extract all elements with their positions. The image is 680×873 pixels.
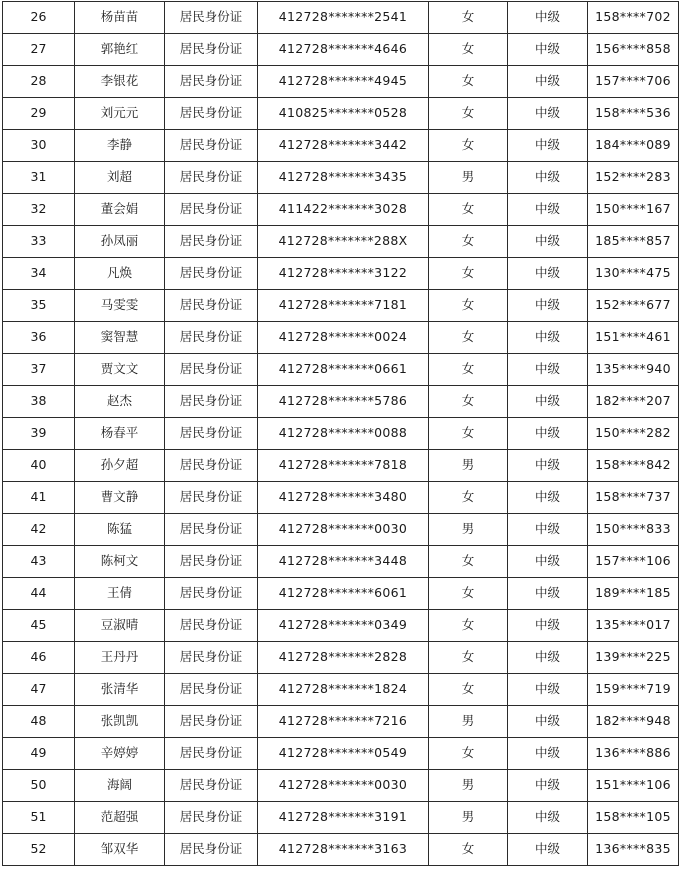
id-number-cell: 412728*******3448 [258, 546, 429, 578]
id-number-cell: 412728*******2828 [258, 642, 429, 674]
id-number-cell: 412728*******3122 [258, 258, 429, 290]
row-number-cell: 39 [3, 418, 75, 450]
phone-cell: 150****282 [588, 418, 679, 450]
name-cell: 赵杰 [75, 386, 165, 418]
gender-cell: 女 [429, 834, 508, 866]
id-number-cell: 410825*******0528 [258, 98, 429, 130]
row-number-cell: 48 [3, 706, 75, 738]
table-row [3, 162, 679, 194]
gender-cell: 女 [429, 642, 508, 674]
level-cell: 中级 [508, 354, 588, 386]
level-cell: 中级 [508, 802, 588, 834]
id-type-cell: 居民身份证 [165, 2, 258, 34]
row-number-cell: 28 [3, 66, 75, 98]
id-number-cell: 412728*******6061 [258, 578, 429, 610]
name-cell: 李静 [75, 130, 165, 162]
id-number-cell: 412728*******2541 [258, 2, 429, 34]
level-cell: 中级 [508, 162, 588, 194]
row-number-cell: 32 [3, 194, 75, 226]
id-type-cell: 居民身份证 [165, 130, 258, 162]
phone-cell: 157****706 [588, 66, 679, 98]
id-type-cell: 居民身份证 [165, 770, 258, 802]
table-row [3, 354, 679, 386]
id-number-cell: 412728*******7181 [258, 290, 429, 322]
id-type-cell: 居民身份证 [165, 802, 258, 834]
name-cell: 杨苗苗 [75, 2, 165, 34]
table-row [3, 258, 679, 290]
gender-cell: 女 [429, 130, 508, 162]
name-cell: 杨春平 [75, 418, 165, 450]
phone-cell: 130****475 [588, 258, 679, 290]
id-type-cell: 居民身份证 [165, 290, 258, 322]
gender-cell: 女 [429, 674, 508, 706]
id-type-cell: 居民身份证 [165, 322, 258, 354]
gender-cell: 女 [429, 66, 508, 98]
level-cell: 中级 [508, 770, 588, 802]
phone-cell: 135****940 [588, 354, 679, 386]
table-row [3, 802, 679, 834]
id-number-cell: 412728*******3435 [258, 162, 429, 194]
id-type-cell: 居民身份证 [165, 258, 258, 290]
id-type-cell: 居民身份证 [165, 386, 258, 418]
name-cell: 马雯雯 [75, 290, 165, 322]
level-cell: 中级 [508, 2, 588, 34]
id-number-cell: 412728*******288X [258, 226, 429, 258]
row-number-cell: 50 [3, 770, 75, 802]
gender-cell: 女 [429, 194, 508, 226]
gender-cell: 女 [429, 322, 508, 354]
row-number-cell: 51 [3, 802, 75, 834]
level-cell: 中级 [508, 418, 588, 450]
id-type-cell: 居民身份证 [165, 578, 258, 610]
table-row [3, 834, 679, 866]
row-number-cell: 38 [3, 386, 75, 418]
id-number-cell: 412728*******0349 [258, 610, 429, 642]
row-number-cell: 34 [3, 258, 75, 290]
row-number-cell: 35 [3, 290, 75, 322]
level-cell: 中级 [508, 514, 588, 546]
id-type-cell: 居民身份证 [165, 546, 258, 578]
id-type-cell: 居民身份证 [165, 674, 258, 706]
id-type-cell: 居民身份证 [165, 706, 258, 738]
name-cell: 孙凤丽 [75, 226, 165, 258]
id-number-cell: 412728*******0030 [258, 770, 429, 802]
name-cell: 李银花 [75, 66, 165, 98]
id-number-cell: 412728*******0024 [258, 322, 429, 354]
table-row [3, 66, 679, 98]
id-number-cell: 412728*******0030 [258, 514, 429, 546]
gender-cell: 男 [429, 706, 508, 738]
id-number-cell: 412728*******0088 [258, 418, 429, 450]
phone-cell: 136****886 [588, 738, 679, 770]
id-type-cell: 居民身份证 [165, 226, 258, 258]
level-cell: 中级 [508, 322, 588, 354]
row-number-cell: 47 [3, 674, 75, 706]
table-row [3, 738, 679, 770]
level-cell: 中级 [508, 258, 588, 290]
row-number-cell: 42 [3, 514, 75, 546]
id-number-cell: 412728*******7818 [258, 450, 429, 482]
gender-cell: 男 [429, 162, 508, 194]
level-cell: 中级 [508, 386, 588, 418]
table-row [3, 610, 679, 642]
name-cell: 陈柯文 [75, 546, 165, 578]
phone-cell: 157****106 [588, 546, 679, 578]
id-number-cell: 411422*******3028 [258, 194, 429, 226]
id-number-cell: 412728*******5786 [258, 386, 429, 418]
gender-cell: 女 [429, 34, 508, 66]
name-cell: 豆淑晴 [75, 610, 165, 642]
id-type-cell: 居民身份证 [165, 610, 258, 642]
level-cell: 中级 [508, 674, 588, 706]
row-number-cell: 36 [3, 322, 75, 354]
table-row [3, 546, 679, 578]
id-type-cell: 居民身份证 [165, 738, 258, 770]
name-cell: 张凯凯 [75, 706, 165, 738]
table-row [3, 642, 679, 674]
table-row [3, 2, 679, 34]
level-cell: 中级 [508, 610, 588, 642]
gender-cell: 男 [429, 802, 508, 834]
row-number-cell: 52 [3, 834, 75, 866]
id-number-cell: 412728*******3191 [258, 802, 429, 834]
gender-cell: 男 [429, 450, 508, 482]
id-type-cell: 居民身份证 [165, 162, 258, 194]
row-number-cell: 37 [3, 354, 75, 386]
table-row [3, 482, 679, 514]
table-row [3, 98, 679, 130]
phone-cell: 139****225 [588, 642, 679, 674]
table-row [3, 130, 679, 162]
phone-cell: 182****207 [588, 386, 679, 418]
phone-cell: 158****536 [588, 98, 679, 130]
phone-cell: 135****017 [588, 610, 679, 642]
name-cell: 辛婷婷 [75, 738, 165, 770]
id-number-cell: 412728*******7216 [258, 706, 429, 738]
id-type-cell: 居民身份证 [165, 482, 258, 514]
gender-cell: 女 [429, 578, 508, 610]
phone-cell: 152****677 [588, 290, 679, 322]
gender-cell: 女 [429, 610, 508, 642]
row-number-cell: 49 [3, 738, 75, 770]
row-number-cell: 27 [3, 34, 75, 66]
level-cell: 中级 [508, 98, 588, 130]
name-cell: 贾文文 [75, 354, 165, 386]
name-cell: 陈猛 [75, 514, 165, 546]
phone-cell: 156****858 [588, 34, 679, 66]
name-cell: 董会娟 [75, 194, 165, 226]
id-type-cell: 居民身份证 [165, 354, 258, 386]
id-type-cell: 居民身份证 [165, 34, 258, 66]
roster-table [2, 1, 679, 866]
gender-cell: 男 [429, 770, 508, 802]
gender-cell: 男 [429, 514, 508, 546]
gender-cell: 女 [429, 546, 508, 578]
name-cell: 郭艳红 [75, 34, 165, 66]
name-cell: 邹双华 [75, 834, 165, 866]
level-cell: 中级 [508, 226, 588, 258]
level-cell: 中级 [508, 194, 588, 226]
id-type-cell: 居民身份证 [165, 514, 258, 546]
id-number-cell: 412728*******0661 [258, 354, 429, 386]
level-cell: 中级 [508, 130, 588, 162]
gender-cell: 女 [429, 386, 508, 418]
id-type-cell: 居民身份证 [165, 66, 258, 98]
id-number-cell: 412728*******4945 [258, 66, 429, 98]
gender-cell: 女 [429, 226, 508, 258]
level-cell: 中级 [508, 546, 588, 578]
table-row [3, 674, 679, 706]
level-cell: 中级 [508, 578, 588, 610]
row-number-cell: 43 [3, 546, 75, 578]
gender-cell: 女 [429, 290, 508, 322]
gender-cell: 女 [429, 258, 508, 290]
row-number-cell: 41 [3, 482, 75, 514]
name-cell: 刘超 [75, 162, 165, 194]
row-number-cell: 33 [3, 226, 75, 258]
phone-cell: 184****089 [588, 130, 679, 162]
table-row [3, 450, 679, 482]
row-number-cell: 46 [3, 642, 75, 674]
id-type-cell: 居民身份证 [165, 98, 258, 130]
table-row [3, 290, 679, 322]
row-number-cell: 26 [3, 2, 75, 34]
gender-cell: 女 [429, 2, 508, 34]
gender-cell: 女 [429, 354, 508, 386]
level-cell: 中级 [508, 482, 588, 514]
table-row [3, 226, 679, 258]
level-cell: 中级 [508, 706, 588, 738]
id-number-cell: 412728*******3163 [258, 834, 429, 866]
table-row [3, 418, 679, 450]
phone-cell: 158****105 [588, 802, 679, 834]
table-row [3, 514, 679, 546]
row-number-cell: 44 [3, 578, 75, 610]
phone-cell: 158****842 [588, 450, 679, 482]
level-cell: 中级 [508, 34, 588, 66]
phone-cell: 150****833 [588, 514, 679, 546]
name-cell: 海阔 [75, 770, 165, 802]
level-cell: 中级 [508, 66, 588, 98]
gender-cell: 女 [429, 418, 508, 450]
table-row [3, 578, 679, 610]
table-row [3, 386, 679, 418]
phone-cell: 136****835 [588, 834, 679, 866]
phone-cell: 189****185 [588, 578, 679, 610]
name-cell: 孙夕超 [75, 450, 165, 482]
row-number-cell: 30 [3, 130, 75, 162]
phone-cell: 185****857 [588, 226, 679, 258]
row-number-cell: 40 [3, 450, 75, 482]
phone-cell: 150****167 [588, 194, 679, 226]
row-number-cell: 45 [3, 610, 75, 642]
id-type-cell: 居民身份证 [165, 642, 258, 674]
level-cell: 中级 [508, 834, 588, 866]
level-cell: 中级 [508, 290, 588, 322]
row-number-cell: 29 [3, 98, 75, 130]
id-number-cell: 412728*******0549 [258, 738, 429, 770]
level-cell: 中级 [508, 642, 588, 674]
row-number-cell: 31 [3, 162, 75, 194]
roster-table-body [3, 2, 679, 866]
phone-cell: 151****106 [588, 770, 679, 802]
phone-cell: 182****948 [588, 706, 679, 738]
table-row [3, 706, 679, 738]
phone-cell: 158****737 [588, 482, 679, 514]
table-row [3, 322, 679, 354]
gender-cell: 女 [429, 98, 508, 130]
name-cell: 张清华 [75, 674, 165, 706]
name-cell: 曹文静 [75, 482, 165, 514]
table-row [3, 194, 679, 226]
phone-cell: 158****702 [588, 2, 679, 34]
id-number-cell: 412728*******1824 [258, 674, 429, 706]
id-type-cell: 居民身份证 [165, 834, 258, 866]
name-cell: 凡焕 [75, 258, 165, 290]
name-cell: 王丹丹 [75, 642, 165, 674]
table-row [3, 34, 679, 66]
name-cell: 刘元元 [75, 98, 165, 130]
name-cell: 范超强 [75, 802, 165, 834]
id-type-cell: 居民身份证 [165, 194, 258, 226]
id-number-cell: 412728*******3480 [258, 482, 429, 514]
id-number-cell: 412728*******3442 [258, 130, 429, 162]
phone-cell: 152****283 [588, 162, 679, 194]
phone-cell: 151****461 [588, 322, 679, 354]
name-cell: 王倩 [75, 578, 165, 610]
level-cell: 中级 [508, 450, 588, 482]
table-row [3, 770, 679, 802]
id-type-cell: 居民身份证 [165, 418, 258, 450]
level-cell: 中级 [508, 738, 588, 770]
name-cell: 窦智慧 [75, 322, 165, 354]
id-number-cell: 412728*******4646 [258, 34, 429, 66]
id-type-cell: 居民身份证 [165, 450, 258, 482]
gender-cell: 女 [429, 738, 508, 770]
phone-cell: 159****719 [588, 674, 679, 706]
gender-cell: 女 [429, 482, 508, 514]
